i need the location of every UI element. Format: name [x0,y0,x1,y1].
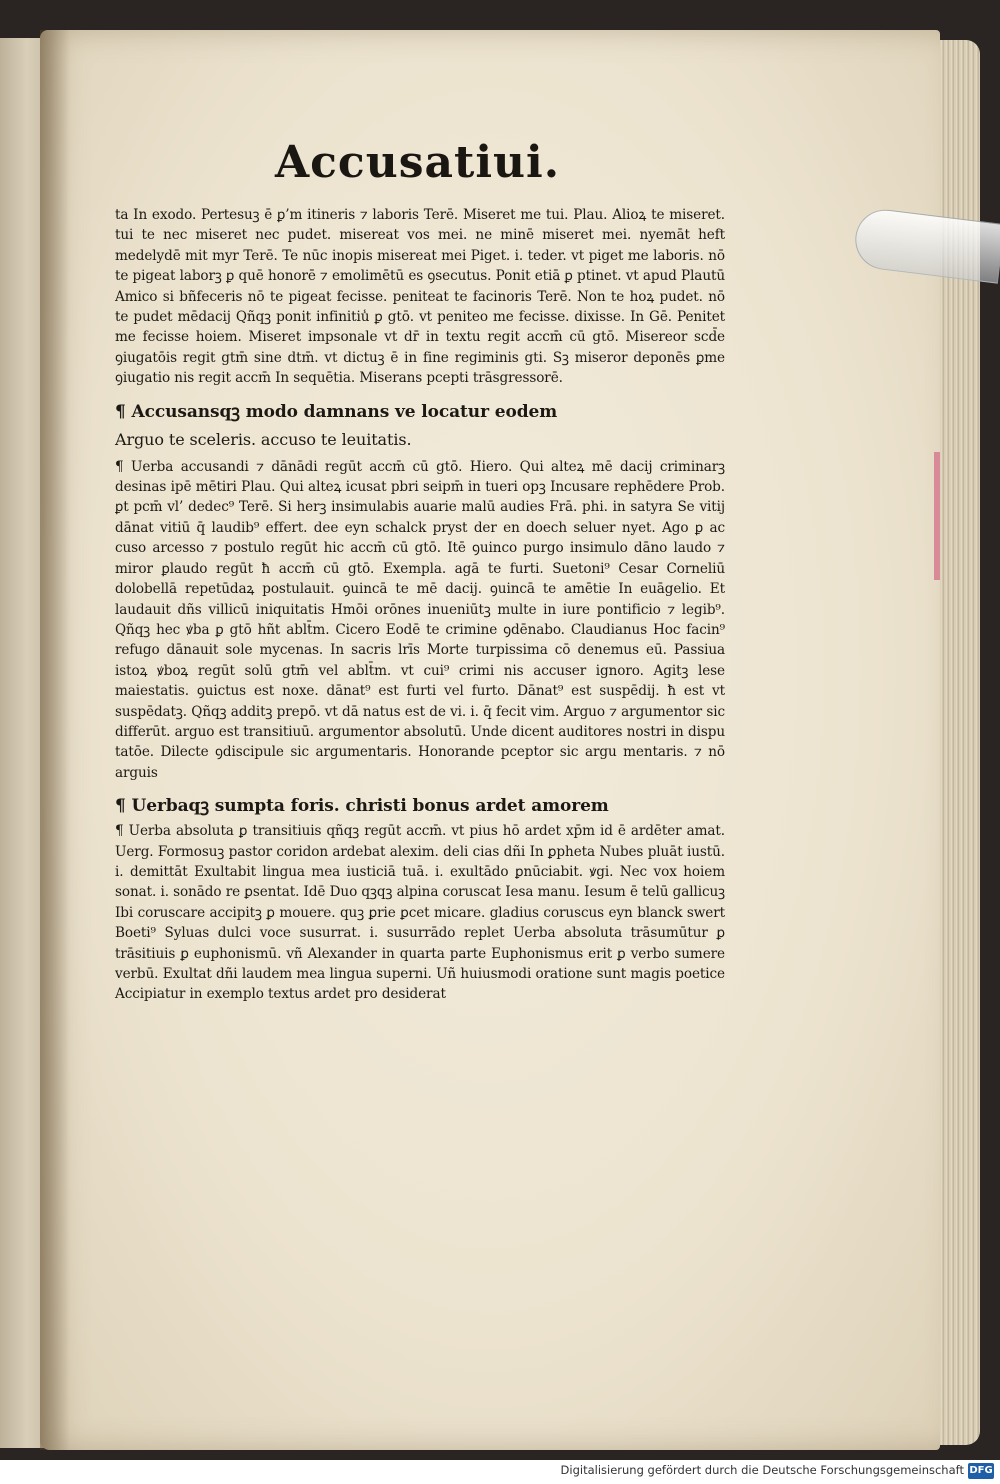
bookmark-strip [934,452,940,580]
dfg-logo: DFG [968,1463,994,1479]
footer-credit: Digitalisierung gefördert durch die Deutsche Forschungsgemeinschaft [560,1463,964,1477]
text-block [115,135,725,1005]
running-head: Accusatiui. [275,137,561,188]
section-heading-uerbaque: ¶ Uerbaqꝫ sumpta foris. christi bonus ardet amorem [115,796,609,817]
paragraph-1: ta In exodo. Pertesuꝫ ē ꝑ’m itineris ⁊ laboris Terē. Miseret me tui. Plau. Alioꝝ te miseret. tui te nec miseret nec pudet. misereat vos mei. ne minē miseret mei. nyemāt heft medelydē mit myr Terē. Te nūc inopis misereat mei Piget. i. teder. vt piget me laboris. nō te pigeat laborꝫ ꝑ quē honorē ⁊ emolimētū es ꝯsecutus. Ponit etiā ꝑ ptinet. vt apud Plautū Amico si bñfeceris nō te pigeat fecisse. peniteat te facinoris Terē. Non te hoꝝ pudet. nō te pudet mēdacij Qñqꝫ ponit infinitiu̾ ꝑ gtō. vt peniteo me fecisse. dixisse. In Gē. Penitet me fecisse hoiem. Miseret impsonale vt dr̄ in textu regit accm̄ cū gtō. Misereor scd̄e ꝯiugatōis regit gtm̄ sine dtm̄. vt dictuꝫ ē in fine regiminis gti. Sꝫ miseror deponēs ꝑme ꝯiugatio nis regit accm̄ In sequētia. Miserans pcepti trāsgressorē. [115,207,725,387]
footer-bar [0,1460,1000,1484]
paragraph-3: ¶ Uerba absoluta ꝑ transitiuis qñqꝫ regūt accm̄. vt pius hō ardet xp̄m id ē ardēter amat. Uerg. Formosuꝫ pastor coridon ardebat alexim. deli cias dñi In ꝑpheta Nubes pluāt iustū. i. demittāt Exultabit lingua mea iusticiā tuā. i. exultādo ꝑnūciabit. ꝟgi. Nec vox hoiem sonat. i. sonādo re ꝑsentat. Idē Duo qꝫqꝫ alpina coruscat Iesa manu. Iesum ē telū gallicuꝫ Ibi coruscare accipitꝫ ꝑ mouere. quꝫ ꝑrie ꝑcet micare. gladius coruscus eyn blanck swert Boeti⁹ Syluas dulci voce susurrat. i. susurrādo replet Uerba absoluta trāsumūtur ꝑ trāsitiuis ꝑ euphonismū. vñ Alexander in quarta parte Euphonismus erit ꝑ verbo sumere verbū. Exultat dñi laudem mea lingua superni. Uñ huiusmodi oratione sunt magis poetice Accipiatur in exemplo textus ardet pro desiderat [115,823,725,1003]
example-line-arguo: Arguo te sceleris. accuso te leuitatis. [115,429,412,449]
section-heading-accusans: ¶ Accusansqꝫ modo damnans ve locatur eodem [115,401,558,422]
paragraph-2: ¶ Uerba accusandi ⁊ dānādi regūt accm̄ cū gtō. Hiero. Qui alteꝝ mē dacij criminarꝫ desinas ipē mētiri Plau. Qui alteꝝ icusat pbri seipm̄ in tueri opꝫ Incusare rephēdere Prob. ꝑt pcm̄ vl’ dedec⁹ Terē. Si herꝫ insimulabis auarie malū audies Frā. phi. in satyra Se vitij dānat vitiū q̄ laudib⁹ effert. dee eyn schalck pryst der en doech seluer nyet. Ago ꝑ ac cuso arcesso ⁊ postulo regūt hic accm̄ cū gtō. Itē ꝯuinco purgo insimulo dāno laudo ⁊ miror ꝑlaudo regūt ħ accm̄ cū gtō. Exempla. agā te furti. Suetoni⁹ Cesar Corneliū dolobellā repetūdaꝝ postulauit. ꝯuincā te mē dacij. ꝯuincā te amētie In euāgelio. Et laudauit dñs villicū iniquitatis Hmōi orōnes inueniūtꝫ multe in iure pontificio ⁊ legib⁹. Qñqꝫ hec ꝟba ꝑ gtō hñt ablt̄m. Cicero Eodē te crimine ꝯdēnabo. Claudianus Hoc facin⁹ refugo dānauit sole mycenas. In sacris lrīs Morte turpissima cō denemus eū. Passiua istoꝝ ꝟboꝝ regūt solū gtm̄ vel ablt̄m. vt cui⁹ crimi nis accuser ignoro. Agitꝫ lese maiestatis. ꝯuictus est noxe. dānat⁹ est furti vel furto. Dānat⁹ est suspēdij. ħ est vt suspēdatꝫ. Qñqꝫ additꝫ prepō. vt dā natus est de vi. i. q̄ fecit vim. Arguo ⁊ argumentor sic differūt. arguo est transitiuū. argumentor absolutū. Unde dicent auditores nostri in dispu tatōe. Dilecte ꝯdiscipule sic argumentaris. Honorande pceptor sic argu mentaris. ⁊ nō arguis [115,458,725,781]
gutter-shadow [40,30,70,1450]
